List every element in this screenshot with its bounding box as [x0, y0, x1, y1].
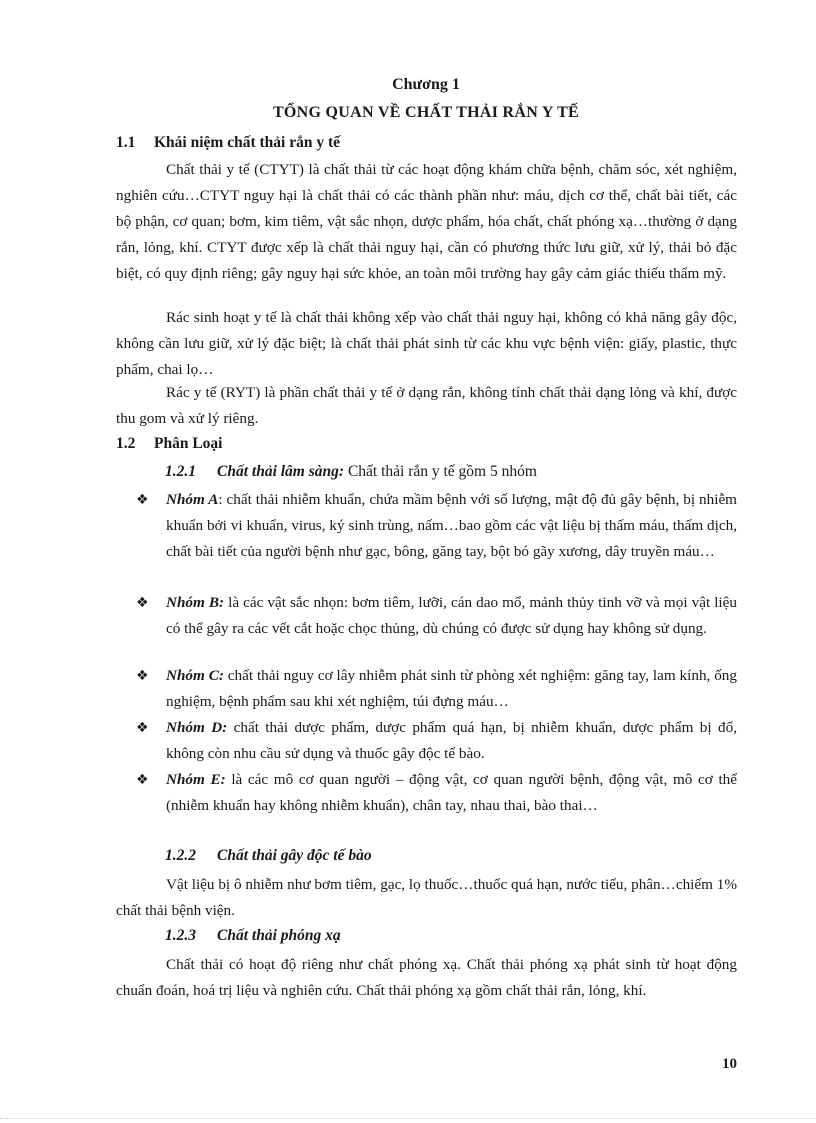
subsection-heading-1-2-3 — [165, 927, 341, 945]
subsection-number: 1.2.1 — [165, 463, 196, 480]
chapter-title: TỔNG QUAN VỀ CHẤT THẢI RẮN Y TẾ — [272, 104, 580, 121]
section-heading-1-2 — [116, 435, 222, 453]
subsection-heading-1-2-2 — [165, 847, 372, 865]
group-label: Nhóm B: — [166, 594, 225, 611]
group-text: chất thải dược phẩm, dược phẩm quá hạn, bị nhiễm khuẩn, dược phẩm bị đổ, không còn nhu cầu sử dụng và thuốc gây độc tế bào. — [166, 719, 737, 762]
diamond-bullet-icon: ❖ — [136, 492, 149, 508]
group-text: : chất thải nhiễm khuẩn, chứa mầm bệnh với số lượng, mật độ đủ gây bệnh, bị nhiễm khuẩn bởi vi khuẩn, virus, ký sinh trùng, nấm…bao gồm các vật liệu bị thấm máu, thấm dịch, chất bài tiết của người bệnh như gạc, bông, găng tay, bột bó gãy xương, dây truyền máu… — [166, 491, 737, 560]
list-item-group-b — [136, 590, 737, 642]
group-label: Nhóm D: — [166, 719, 228, 736]
diamond-bullet-icon: ❖ — [136, 772, 149, 788]
section-number: 1.1 — [116, 134, 136, 151]
subsection-number: 1.2.3 — [165, 927, 196, 944]
page-bottom-divider — [0, 1118, 816, 1119]
page-number: 10 — [722, 1056, 737, 1072]
group-text: là các vật sắc nhọn: bơm tiêm, lưỡi, cán dao mổ, mảnh thủy tinh vỡ và mọi vật liệu có thể gây ra các vết cắt hoặc chọc thủng, dù chúng có được sử dụng hay không sử dụng. — [166, 594, 737, 637]
subsection-title: Chất thải lâm sàng: — [217, 463, 345, 480]
group-text: là các mô cơ quan người – động vật, cơ quan người bệnh, động vật, mô cơ thể (nhiễm khuẩn hay không nhiễm khuẩn), chân tay, nhau thai, bào thai… — [166, 771, 737, 814]
subsection-title: Chất thải phóng xạ — [217, 927, 341, 944]
paragraph-ryt-definition: Rác y tế (RYT) là phần chất thải y tế ở dạng rắn, không tính chất thải dạng lỏng và khí, được thu gom và xử lý riêng. — [116, 384, 737, 427]
paragraph-household-waste: Rác sinh hoạt y tế là chất thải không xếp vào chất thải nguy hại, không có khả năng gây độc, không cần lưu giữ, xử lý đặc biệt; là chất thải phát sinh từ các khu vực bệnh viện: giấy, plastic, thực phẩm, chai lọ… — [116, 309, 737, 378]
section-number: 1.2 — [116, 435, 136, 452]
paragraph-radioactive-waste: Chất thải có hoạt độ riêng như chất phóng xạ. Chất thải phóng xạ phát sinh từ hoạt động chuẩn đoán, hoá trị liệu và nghiên cứu. Chất thải phóng xạ gồm chất thải rắn, lỏng, khí. — [116, 956, 737, 999]
section-title: Khái niệm chất thải rắn y tế — [154, 134, 340, 151]
subsection-number: 1.2.2 — [165, 847, 196, 864]
subsection-rest: Chất thải rắn y tế gồm 5 nhóm — [344, 463, 537, 480]
list-item-group-c — [136, 663, 737, 715]
section-title: Phân Loại — [154, 435, 223, 452]
subsection-heading-1-2-1 — [165, 463, 537, 481]
chapter-label: Chương 1 — [392, 76, 460, 93]
group-label: Nhóm C: — [166, 667, 224, 684]
paragraph-cytotoxic-waste: Vật liệu bị ô nhiễm như bơm tiêm, gạc, lọ thuốc…thuốc quá hạn, nước tiểu, phân…chiếm 1% chất thải bệnh viện. — [116, 876, 737, 919]
list-item-group-e — [136, 767, 737, 819]
section-heading-1-1 — [116, 134, 340, 152]
diamond-bullet-icon: ❖ — [136, 720, 149, 736]
diamond-bullet-icon: ❖ — [136, 595, 149, 611]
group-label: Nhóm E: — [166, 771, 226, 788]
list-item-group-d — [136, 715, 737, 767]
subsection-title: Chất thải gây độc tế bào — [217, 847, 372, 864]
diamond-bullet-icon: ❖ — [136, 668, 149, 684]
paragraph-ctyt-definition: Chất thải y tế (CTYT) là chất thải từ các hoạt động khám chữa bệnh, chăm sóc, xét nghiệm, nghiên cứu…CTYT nguy hại là chất thải có các thành phần như: máu, dịch cơ thể, chất bài tiết, các bộ phận, cơ quan; bơm, kim tiêm, vật sắc nhọn, dược phẩm, hóa chất, chất phóng xạ…thường ở dạng rắn, lỏng, khí. CTYT được xếp là chất thải nguy hại, cần có phương thức lưu giữ, xử lý, thải bỏ đặc biệt, có quy định riêng; gây nguy hại sức khỏe, an toàn môi trường hay gây cảm giác thiếu thẩm mỹ. — [116, 161, 737, 282]
group-label: Nhóm A — [166, 491, 219, 508]
group-text: chất thải nguy cơ lây nhiễm phát sinh từ phòng xét nghiệm: găng tay, lam kính, ống nghiệm, bệnh phẩm sau khi xét nghiệm, túi đựng máu… — [166, 667, 737, 710]
list-item-group-a — [136, 487, 737, 565]
